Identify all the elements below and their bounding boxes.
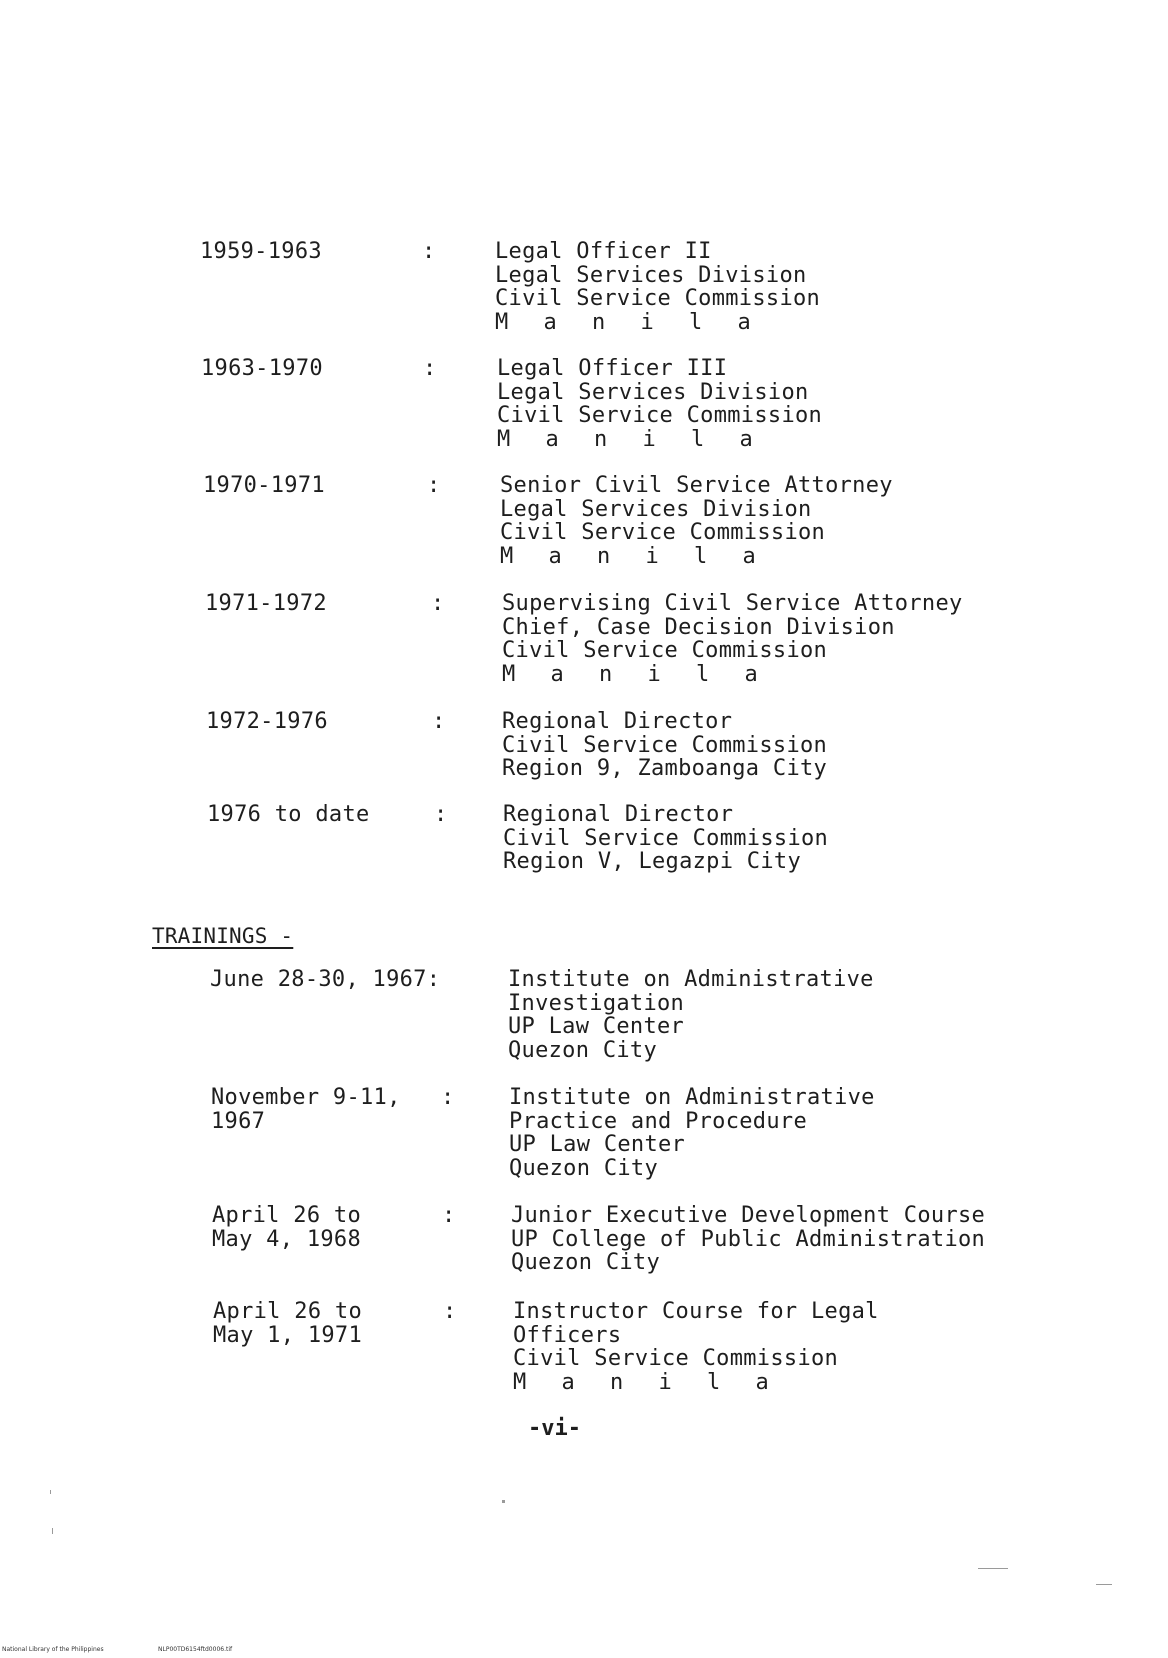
entry-details [502, 710, 827, 781]
entry-colon: : [423, 356, 437, 381]
detail-line: Senior Civil Service Attorney [500, 473, 893, 498]
entry-colon: : [441, 1085, 455, 1110]
detail-line: Region 9, Zamboanga City [502, 756, 828, 781]
detail-line: UP Law Center [508, 1014, 685, 1039]
scan-speck [502, 1500, 505, 1503]
entry-details [503, 803, 828, 874]
detail-line: Chief, Case Decision Division [502, 614, 895, 640]
detail-line: Legal Services Division [495, 262, 807, 288]
entry-date: 1972-1976 [206, 709, 328, 734]
detail-line: Civil Service Commission [513, 1346, 839, 1371]
detail-line: Civil Service Commission [502, 638, 828, 663]
detail-line: M a n i l a [500, 543, 767, 569]
scan-speck [50, 1490, 51, 1494]
entry-details [495, 240, 820, 334]
detail-line: Practice and Procedure [509, 1108, 807, 1134]
detail-line: Civil Service Commission [500, 520, 826, 545]
entry-date: 1959-1963 [200, 239, 322, 264]
detail-line: Officers [513, 1322, 622, 1348]
page-number: -vi- [528, 1416, 581, 1441]
detail-line: M a n i l a [513, 1369, 780, 1395]
entry-date: 1963-1970 [201, 356, 323, 381]
detail-line: Quezon City [509, 1155, 658, 1181]
detail-line: UP College of Public Administration [511, 1226, 986, 1252]
detail-line: Civil Service Commission [502, 732, 828, 758]
detail-line: M a n i l a [495, 309, 762, 335]
entry-details [511, 1204, 985, 1275]
entry-date: April 26 to May 1, 1971 [213, 1299, 362, 1348]
entry-colon: : [443, 1299, 457, 1324]
entry-date: April 26 to May 4, 1968 [212, 1203, 361, 1252]
scan-speck [978, 1568, 1008, 1569]
entry-date: June 28-30, 1967: [210, 967, 441, 992]
detail-line: Regional Director [502, 709, 733, 734]
detail-line: Legal Services Division [497, 379, 809, 405]
trainings-heading: TRAININGS - [152, 924, 294, 948]
detail-line: Region V, Legazpi City [503, 849, 801, 874]
entry-date: 1971-1972 [205, 591, 327, 616]
footer-filename: NLP00TD6154ftd0006.tif [158, 1646, 233, 1653]
detail-line: Institute on Administrative [509, 1085, 875, 1110]
entry-colon: : [431, 591, 445, 616]
detail-line: Civil Service Commission [495, 286, 821, 311]
detail-line: Institute on Administrative [508, 967, 874, 992]
detail-line: Quezon City [508, 1037, 657, 1063]
detail-line: Supervising Civil Service Attorney [502, 591, 963, 616]
entry-date: 1976 to date [207, 802, 370, 827]
detail-line: M a n i l a [497, 426, 764, 452]
entry-details [497, 357, 822, 451]
entry-details [500, 474, 893, 568]
detail-line: Legal Officer III [497, 356, 728, 381]
scan-speck [52, 1528, 53, 1534]
entry-details [508, 968, 874, 1062]
entry-details [513, 1300, 879, 1394]
footer-library: National Library of the Philippines [2, 1646, 104, 1653]
detail-line: Legal Officer II [495, 239, 712, 264]
detail-line: M a n i l a [502, 661, 769, 687]
detail-line: Instructor Course for Legal [513, 1299, 879, 1324]
entry-date: November 9-11, 1967 [211, 1085, 401, 1134]
entry-colon: : [432, 709, 446, 734]
scan-speck [1096, 1584, 1112, 1585]
entry-colon: : [427, 473, 441, 498]
detail-line: Junior Executive Development Course [511, 1203, 986, 1228]
detail-line: Civil Service Commission [503, 825, 829, 851]
detail-line: Civil Service Commission [497, 403, 823, 428]
entry-colon: : [422, 239, 436, 264]
entry-details [502, 592, 963, 686]
entry-details [509, 1086, 875, 1180]
entry-colon: : [434, 802, 448, 827]
detail-line: Quezon City [511, 1250, 660, 1275]
entry-colon: : [442, 1203, 456, 1228]
detail-line: Legal Services Division [500, 496, 812, 522]
detail-line: Regional Director [503, 802, 734, 827]
detail-line: Investigation [508, 990, 685, 1016]
detail-line: UP Law Center [509, 1132, 686, 1157]
entry-date: 1970-1971 [203, 473, 325, 498]
